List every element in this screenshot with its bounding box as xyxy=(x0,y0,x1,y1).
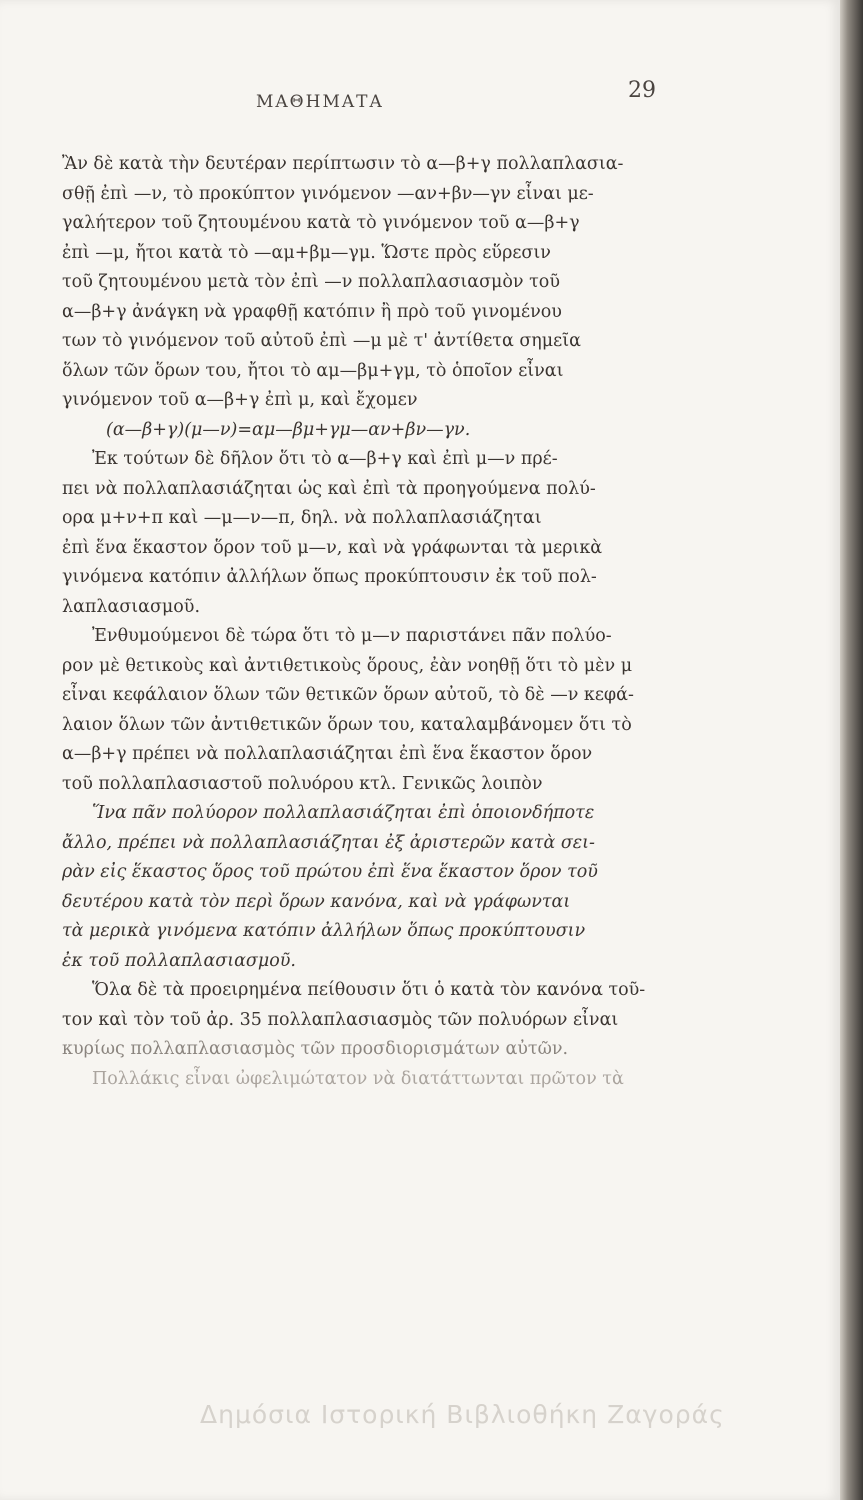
running-head: ΜΑΘΗΜΑΤΑ xyxy=(256,92,384,112)
text-line: α—β+γ πρέπει νὰ πολλαπλασιάζηται ἐπὶ ἕνα ἕκαστον ὅρον xyxy=(62,744,593,764)
text-line: ἐπὶ ἕνα ἕκαστον ὅρον τοῦ μ—ν, καὶ νὰ γράφωνται τὰ μερικὰ xyxy=(62,537,603,558)
text-line: α—β+γ ἀνάγκη νὰ γραφθῇ κατόπιν ἢ πρὸ τοῦ γινομένου xyxy=(62,301,562,322)
text-line: ορα μ+ν+π καὶ —μ—ν—π, δηλ. νὰ πολλαπλασιάζηται xyxy=(62,508,542,528)
rule-line: Ἵνα πᾶν πολύορον πολλαπλασιάζηται ἐπὶ ὁποιονδήποτε xyxy=(92,803,595,823)
text-line: τοῦ πολλαπλασιαστοῦ πολυόρου κτλ. Γενικῶς λοιπὸν xyxy=(62,773,543,794)
rule-line: τὰ μερικὰ γινόμενα κατόπιν ἀλλήλων ὅπως προκύπτουσιν xyxy=(62,921,586,941)
text-line: πει νὰ πολλαπλασιάζηται ὡς καὶ ἐπὶ τὰ προηγούμενα πολύ- xyxy=(62,478,596,499)
page-number: 29 xyxy=(628,78,656,103)
text-line: Ἐνθυμούμενοι δὲ τώρα ὅτι τὸ μ—ν παριστάνει πᾶν πολύο- xyxy=(92,626,612,646)
text-line: των τὸ γινόμενον τοῦ αὐτοῦ ἐπὶ —μ μὲ τ' ἀντίθετα σημεῖα xyxy=(62,331,581,351)
text-line: γινόμενον τοῦ α—β+γ ἐπὶ μ, καὶ ἔχομεν xyxy=(62,390,418,410)
text-line: τον καὶ τὸν τοῦ ἀρ. 35 πολλαπλασιασμὸς τῶν πολυόρων εἶναι xyxy=(62,1009,619,1030)
equation-line: (α—β+γ)(μ—ν)=αμ—βμ+γμ—αν+βν—γν. xyxy=(106,419,471,440)
text-line: ἐπὶ —μ, ἤτοι κατὰ τὸ —αμ+βμ—γμ. Ὥστε πρὸς εὕρεσιν xyxy=(62,242,551,263)
rule-line: ἄλλο, πρέπει νὰ πολλαπλασιάζηται ἐξ ἀριστερῶν κατὰ σει- xyxy=(62,832,595,853)
text-line: ὅλων τῶν ὅρων του, ἤτοι τὸ αμ—βμ+γμ, τὸ ὁποῖον εἶναι xyxy=(62,360,564,381)
text-line: κυρίως πολλαπλασιασμὸς τῶν προσδιορισμάτων αὐτῶν. xyxy=(62,1039,569,1059)
text-line: Ἐκ τούτων δὲ δῆλον ὅτι τὸ α—β+γ καὶ ἐπὶ μ—ν πρέ- xyxy=(92,449,558,469)
rule-line: ἐκ τοῦ πολλαπλασιασμοῦ. xyxy=(62,950,296,971)
text-line: τοῦ ζητουμένου μετὰ τὸν ἐπὶ —ν πολλαπλασιασμὸν τοῦ xyxy=(62,272,560,292)
rule-line: ρὰν εἰς ἕκαστος ὅρος τοῦ πρώτου ἐπὶ ἕνα ἕκαστον ὅρον τοῦ xyxy=(62,862,598,882)
text-line: λαπλασιασμοῦ. xyxy=(62,596,201,617)
text-line: σθῇ ἐπὶ —ν, τὸ προκύπτον γινόμενον —αν+βν—γν εἶναι με- xyxy=(62,183,594,204)
text-line: Ὅλα δὲ τὰ προειρημένα πείθουσιν ὅτι ὁ κατὰ τὸν κανόνα τοῦ- xyxy=(92,980,646,1000)
body-text xyxy=(62,150,742,1094)
library-watermark: Δημόσια Ιστορική Βιβλιοθήκη Ζαγοράς xyxy=(200,1400,725,1429)
text-line: γαλήτερον τοῦ ζητουμένου κατὰ τὸ γινόμενον τοῦ α—β+γ xyxy=(62,213,580,233)
text-line: Πολλάκις εἶναι ὠφελιμώτατον νὰ διατάττωνται πρῶτον τὰ xyxy=(92,1068,624,1089)
rule-line: δευτέρου κατὰ τὸν περὶ ὅρων κανόνα, καὶ νὰ γράφωνται xyxy=(62,891,571,912)
text-line: ρον μὲ θετικοὺς καὶ ἀντιθετικοὺς ὅρους, ἐὰν νοηθῇ ὅτι τὸ μὲν μ xyxy=(62,655,633,676)
text-line: εἶναι κεφάλαιον ὅλων τῶν θετικῶν ὅρων αὐτοῦ, τὸ δὲ —ν κεφά- xyxy=(62,685,634,705)
text-line: Ἂν δὲ κατὰ τὴν δευτέραν περίπτωσιν τὸ α—β+γ πολλαπλασια- xyxy=(62,154,624,174)
book-edge-shadow xyxy=(840,0,863,1500)
text-line: γινόμενα κατόπιν ἀλλήλων ὅπως προκύπτουσιν ἐκ τοῦ πολ- xyxy=(62,567,597,587)
text-line: λαιον ὅλων τῶν ἀντιθετικῶν ὅρων του, καταλαμβάνομεν ὅτι τὸ xyxy=(62,714,632,735)
